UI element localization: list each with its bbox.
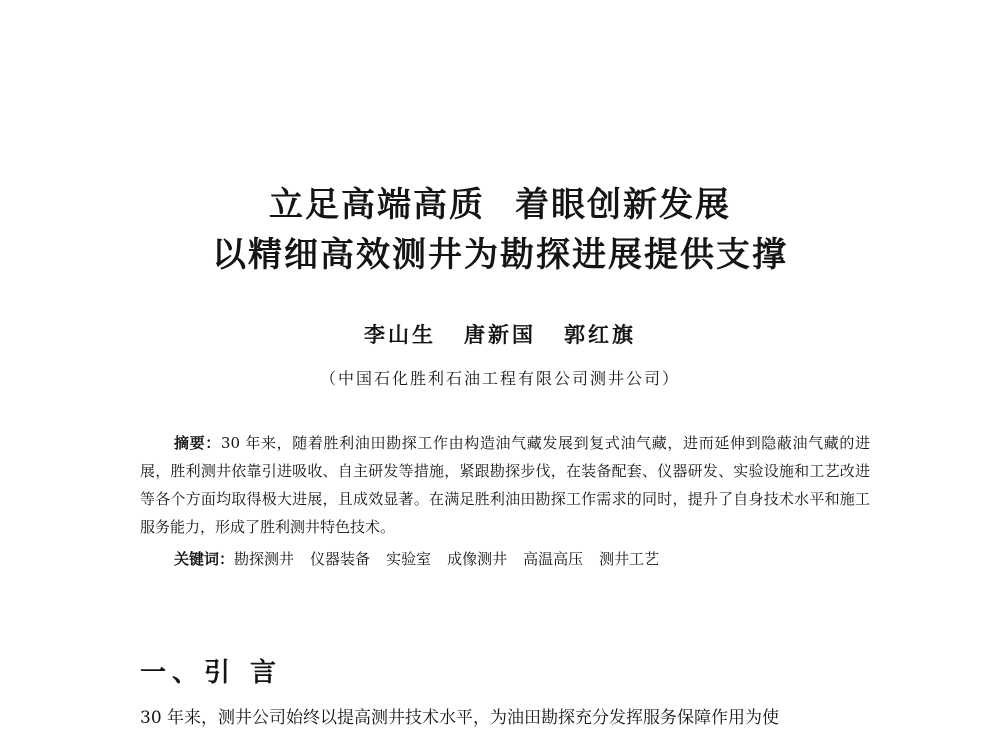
abstract-text: 30 年来，随着胜利油田勘探工作由构造油气藏发展到复式油气藏，进而延伸到隐蔽油气藏的进展，胜利测井依靠引进吸收、自主研发等措施，紧跟勘探步伐，在装备配套、仪器研发、实验设施和工艺改进等各个方面均取得极大进展，且成效显著。在满足胜利油田勘探工作需求的同时，提升了自身技术水平和施工服务能力，形成了胜利测井特色技术。 bbox=[140, 434, 870, 536]
abstract-label: 摘要： bbox=[174, 434, 221, 452]
author-name: 唐新国 bbox=[464, 322, 536, 347]
keyword: 测井工艺 bbox=[599, 550, 660, 568]
paper-title-line-2: 以精细高效测井为勘探进展提供支撑 bbox=[212, 235, 788, 275]
author-list bbox=[0, 324, 1000, 345]
keyword: 成像测井 bbox=[447, 550, 508, 568]
section-title-char: 引 bbox=[204, 657, 237, 688]
section-number: 一、 bbox=[140, 657, 205, 688]
section-heading bbox=[140, 657, 283, 688]
author-affiliation: （中国石化胜利石油工程有限公司测井公司） bbox=[319, 369, 680, 388]
author-name: 李山生 bbox=[364, 322, 436, 347]
paper-title-line-1 bbox=[0, 185, 1000, 225]
abstract bbox=[140, 429, 870, 541]
keyword: 仪器装备 bbox=[310, 550, 371, 568]
body-paragraph: 30 年来，测井公司始终以提高测井技术水平，为油田勘探充分发挥服务保障作用为使 bbox=[140, 708, 780, 728]
title-part-1: 立足高端高质 bbox=[269, 185, 485, 225]
title-part-2: 着眼创新发展 bbox=[515, 185, 731, 225]
keywords bbox=[174, 547, 874, 571]
keyword: 实验室 bbox=[386, 550, 432, 568]
section-title-char: 言 bbox=[250, 657, 283, 688]
keyword: 勘探测井 bbox=[234, 550, 295, 568]
keyword: 高温高压 bbox=[523, 550, 584, 568]
keywords-label: 关键词： bbox=[174, 550, 235, 568]
author-name: 郭红旗 bbox=[564, 322, 636, 347]
